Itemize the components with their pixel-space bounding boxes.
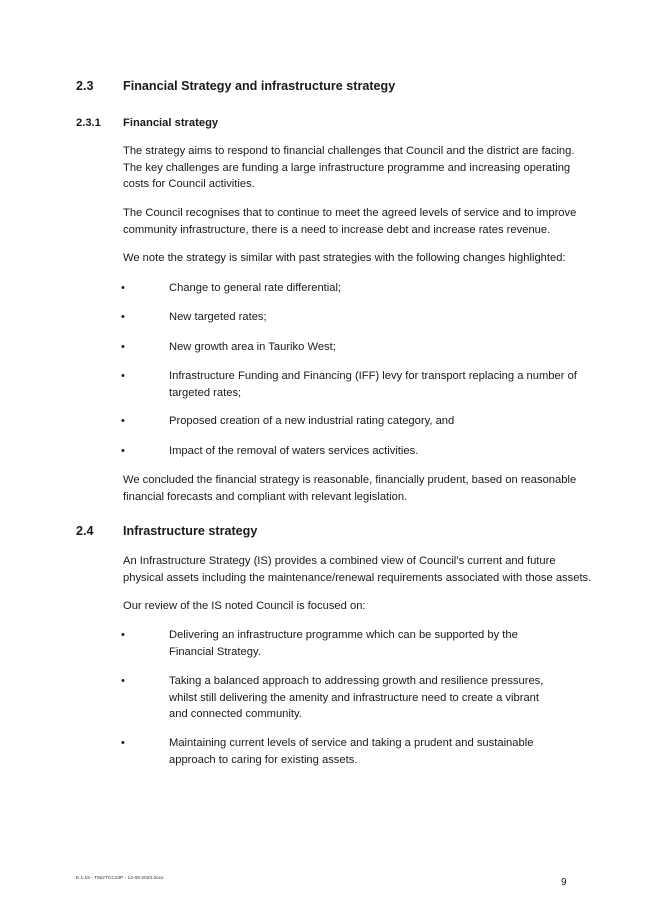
footer-document-reference: E.1.18 - T922TCC24P - 12-09-2023.docx	[76, 876, 164, 881]
section-number-2-3-1: 2.3.1	[76, 117, 101, 129]
bullet-marker: •	[121, 282, 125, 294]
paragraph-conclusion: We concluded the financial strategy is reasonable, financially prudent, based on reasonable financial forecasts and compliant with relevant legislation.	[123, 474, 577, 503]
list-item: Change to general rate differential;	[169, 282, 342, 294]
section-number-2-3: 2.3	[76, 79, 94, 93]
list-item: Proposed creation of a new industrial rating category, and	[169, 415, 455, 427]
bullet-marker: •	[121, 415, 125, 427]
section-title-2-3: Financial Strategy and infrastructure strategy	[123, 79, 396, 93]
section-title-2-3-1: Financial strategy	[123, 117, 219, 129]
paragraph-review-intro: Our review of the IS noted Council is focused on:	[123, 600, 366, 612]
bullet-marker: •	[121, 311, 125, 323]
bullet-marker: •	[121, 341, 125, 353]
paragraph-changes-intro: We note the strategy is similar with past strategies with the following changes highlighted:	[123, 252, 566, 264]
section-title-2-4: Infrastructure strategy	[123, 524, 258, 538]
bullet-marker: •	[121, 370, 125, 382]
list-item: Impact of the removal of waters services activities.	[169, 445, 419, 457]
list-item: Maintaining current levels of service and taking a prudent and sustainable approach to caring for existing assets.	[169, 737, 534, 766]
list-item: Infrastructure Funding and Financing (IFF) levy for transport replacing a number of targeted rates;	[169, 370, 577, 399]
list-item: Taking a balanced approach to addressing growth and resilience pressures, whilst still delivering the amenity and infrastructure need to create a vibrant and connected community.	[169, 675, 544, 720]
paragraph-council-recognises: The Council recognises that to continue to meet the agreed levels of service and to improve community infrastructure, there is a need to increase debt and increase rates revenue.	[123, 207, 577, 236]
page-number: 9	[561, 877, 567, 888]
list-item: New targeted rates;	[169, 311, 267, 323]
bullet-marker: •	[121, 737, 125, 749]
bullet-marker: •	[121, 629, 125, 641]
section-number-2-4: 2.4	[76, 524, 94, 538]
bullet-marker: •	[121, 675, 125, 687]
bullet-marker: •	[121, 445, 125, 457]
list-item: New growth area in Tauriko West;	[169, 341, 336, 353]
paragraph-strategy-aims: The strategy aims to respond to financial challenges that Council and the district are facing. The key challenges are funding a large infrastructure programme and increasing operating costs for Council activities.	[123, 145, 575, 190]
list-item: Delivering an infrastructure programme which can be supported by the Financial Strategy.	[169, 629, 518, 658]
paragraph-is-overview: An Infrastructure Strategy (IS) provides a combined view of Council’s current and future physical assets including the maintenance/renewal requirements associated with those assets.	[123, 555, 592, 584]
